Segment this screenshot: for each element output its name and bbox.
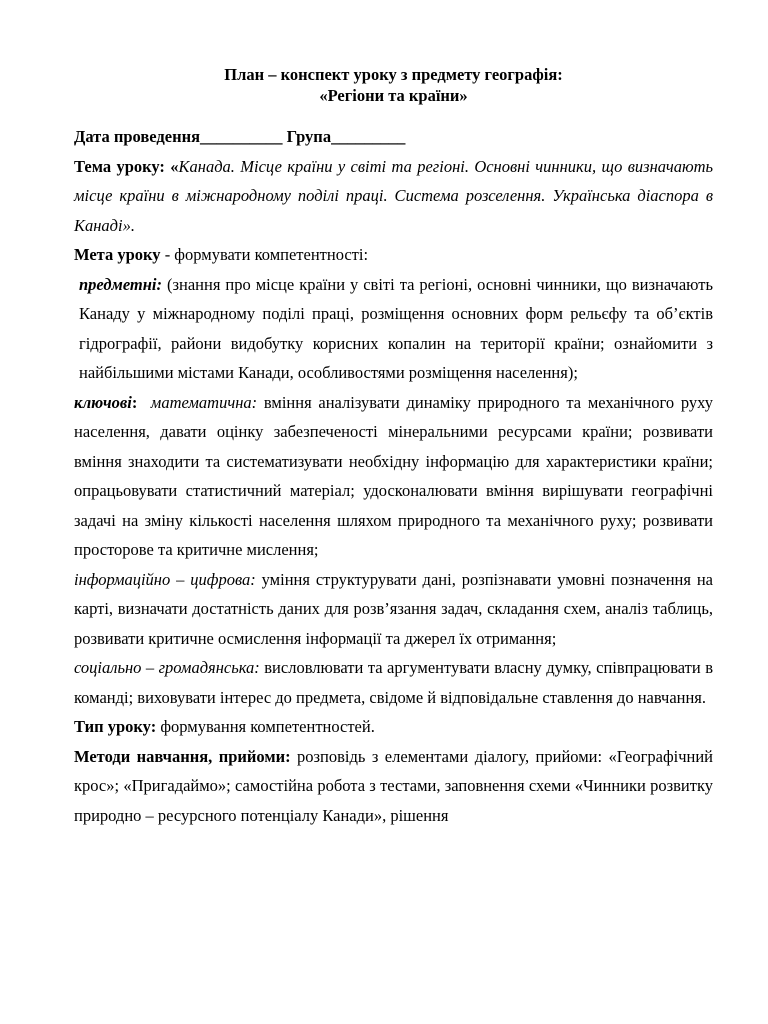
topic-label: Тема уроку:	[74, 156, 165, 176]
date-label: Дата проведення__________	[74, 127, 283, 146]
document-title	[74, 64, 713, 106]
lesson-type-text: формування компетентностей.	[156, 717, 375, 736]
lesson-type-label: Тип уроку:	[74, 717, 157, 736]
math-text: вміння аналізувати динаміку природного та механічного руху населення, давати оцінку забезпеченості мінеральними ресурсами країни; розвивати вміння знаходити та систематизувати необхідну інформацію для характеристики країни; опрацьовувати статистичний матеріал; удосконалювати вміння вирішувати географічні задачі на зміну кількості населення шляхом природного та механічного руху; розвивати просторове та критичне мислення;	[74, 392, 713, 559]
math-label: математична:	[150, 392, 258, 412]
lesson-type-paragraph	[74, 712, 713, 742]
topic-close-quote: ».	[122, 215, 135, 235]
document-page	[74, 64, 713, 830]
topic-open-quote: «	[170, 156, 179, 176]
methods-paragraph	[74, 742, 713, 831]
goal-label: Мета уроку	[74, 245, 161, 264]
date-group-line	[74, 122, 713, 152]
goal-paragraph	[74, 240, 713, 270]
key-label: ключові	[74, 392, 132, 412]
info-text: уміння структурувати дані, розпізнавати умовні позначення на карті, визначати достатність даних для розв’язання задач, складання схем, аналіз таблиць, розвивати критичне осмислення інформації та джерел їх отримання;	[74, 569, 713, 648]
title-line-1: План – конспект уроку з предмету географія:	[224, 65, 563, 84]
key-paragraph	[74, 388, 713, 565]
subject-text: (знання про місце країни у світі та регіоні, основні чинники, що визначають Канаду у міжнародному поділі праці, розміщення основних форм рельєфу та об’єктів гідрографії, райони видобутку корисних копалин на території країни; ознайомити з найбільшими містами Канади, особливостями розміщення населення);	[79, 274, 713, 382]
topic-text: Канада. Місце країни у світі та регіоні. Основні чинники, що визначають місце країни в міжнародному поділі праці. Система розселення. Українська діаспора в Канаді	[74, 156, 714, 235]
subject-paragraph	[74, 270, 713, 388]
info-label: інформаційно – цифрова:	[74, 569, 256, 589]
goal-text: - формувати компетентності:	[160, 245, 369, 264]
social-text: висловлювати та аргументувати власну думку, співпрацювати в команді; виховувати інтерес до предмета, свідоме й відповідальне ставлення до навчання.	[74, 658, 713, 707]
key-colon: :	[131, 392, 138, 412]
social-label: соціально – громадянська:	[74, 658, 260, 677]
info-paragraph	[74, 565, 713, 654]
topic-paragraph	[74, 152, 713, 241]
methods-text: розповідь з елементами діалогу, прийоми: «Географічний крос»; «Пригадаймо»; самостійна робота з тестами, заповнення схеми «Чинники розвитку природно – ресурсного потенціалу Канади», рішення	[74, 746, 714, 825]
title-line-2: «Регіони та країни»	[319, 86, 468, 105]
social-paragraph	[74, 653, 713, 712]
subject-label: предметні:	[79, 274, 163, 294]
methods-label: Методи навчання, прийоми:	[74, 746, 291, 766]
group-label: Група_________	[286, 127, 406, 146]
